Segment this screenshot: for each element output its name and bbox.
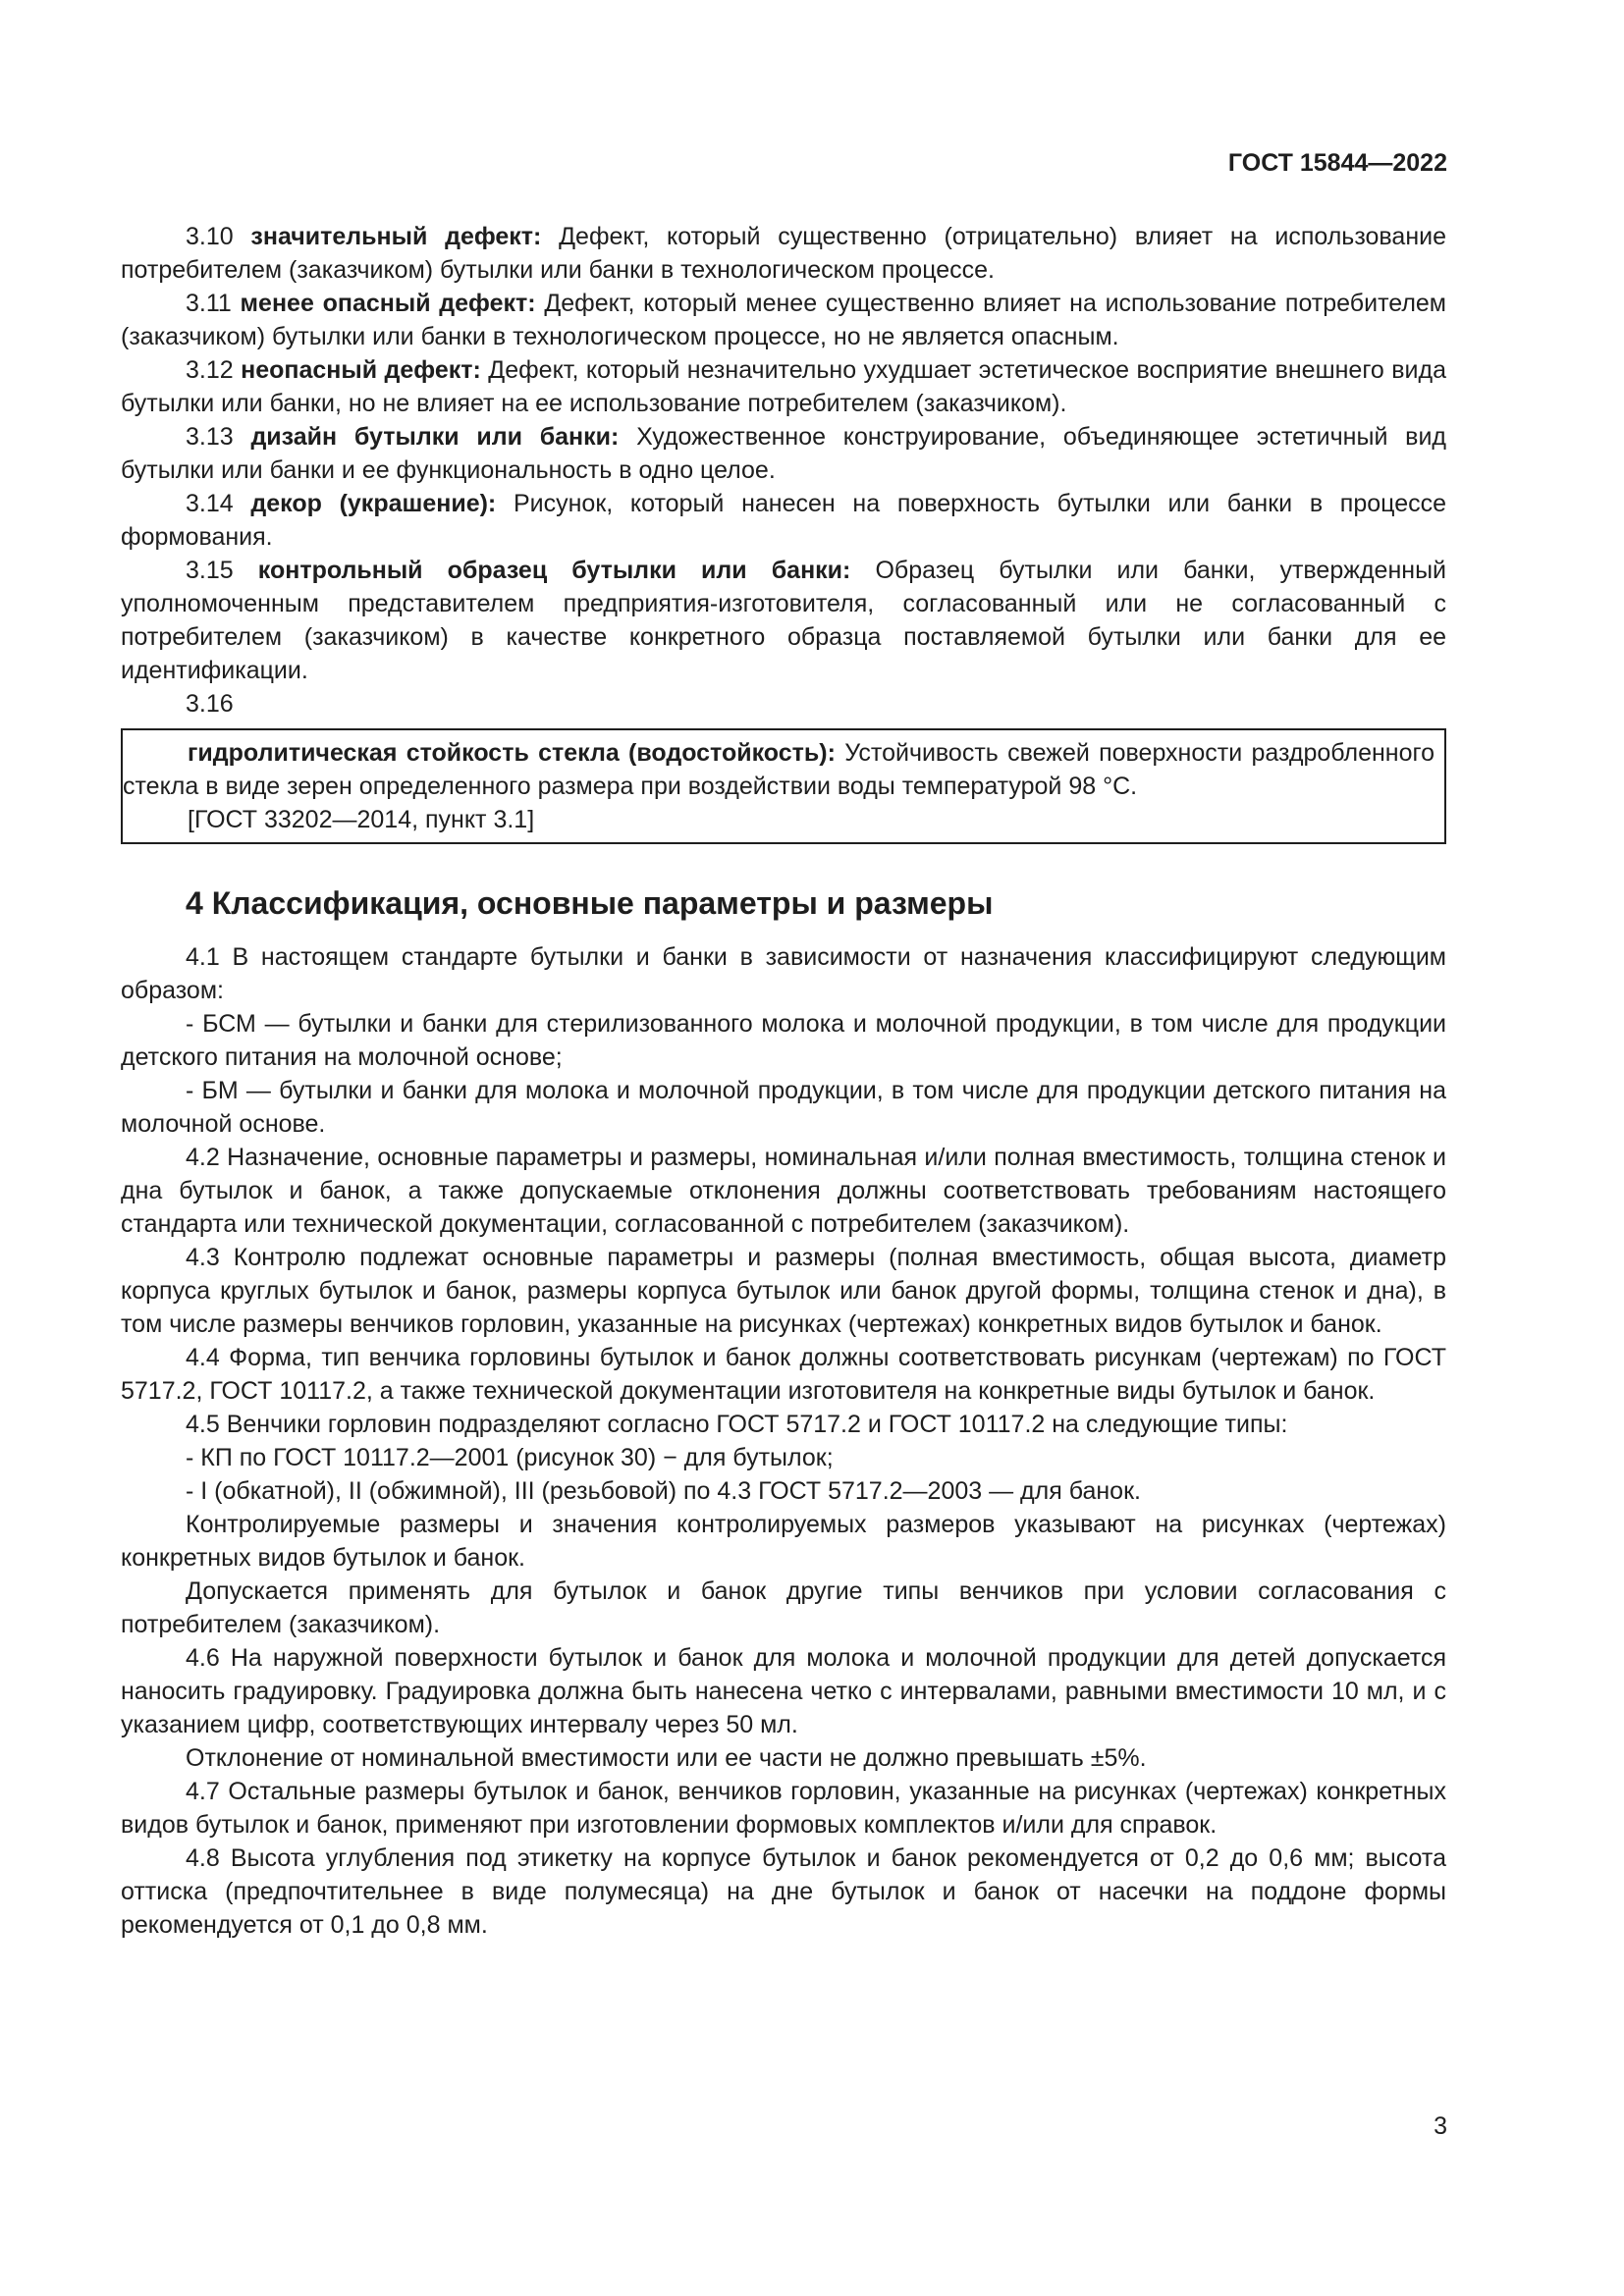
paragraph-4-4: 4.4 Форма, тип венчика горловины бутылок и банок должны соответствовать рисункам (чертежам) по ГОСТ 5717.2, ГОСТ 10117.2, а также технической документации изготовителя на конкретные виды бутылок и банок.	[121, 1344, 1446, 1405]
paragraph-4-3: 4.3 Контролю подлежат основные параметры и размеры (полная вместимость, общая высота, диаметр корпуса круглых бутылок и банок, размеры корпуса бутылок или банок другой формы, толщина стенок и дна), в том числе размеры венчиков горловин, указанные на рисунках (чертежах) конкретных видов бутылок и банок.	[121, 1244, 1446, 1338]
page-number: 3	[1434, 2112, 1447, 2140]
paragraph-4-5: 4.5 Венчики горловин подразделяют согласно ГОСТ 5717.2 и ГОСТ 10117.2 на следующие типы:	[186, 1411, 1288, 1438]
section-4-heading: 4 Классификация, основные параметры и размеры	[186, 885, 994, 921]
term-3-14: 3.14 декор (украшение): Рисунок, который нанесен на поверхность бутылки или банки в процессе формования.	[121, 490, 1446, 551]
paragraph-other-types: Допускается применять для бутылок и банок другие типы венчиков при условии согласования с потребителем (заказчиком).	[121, 1577, 1446, 1638]
paragraph-4-1: 4.1 В настоящем стандарте бутылки и банки в зависимости от назначения классифицируют следующим образом:	[121, 943, 1446, 1004]
paragraph-4-2: 4.2 Назначение, основные параметры и размеры, номинальная и/или полная вместимость, толщина стенок и дна бутылок и банок, а также допускаемые отклонения должны соответствовать требованиям настоящего стандарта или технической документации, согласованной с потребителем (заказчиком).	[121, 1144, 1446, 1238]
term-3-16-definition: гидролитическая стойкость стекла (водостойкость): Устойчивость свежей поверхности раздробленного стекла в виде зерен определенного размера при воздействии воды температурой 98 °С.	[123, 739, 1435, 800]
term-3-16-box	[121, 728, 1446, 844]
list-item-jar-types: - I (обкатной), II (обжимной), III (резьбовой) по 4.3 ГОСТ 5717.2—2003 — для банок.	[186, 1477, 1141, 1505]
term-3-15: 3.15 контрольный образец бутылки или банки: Образец бутылки или банки, утвержденный уполномоченным представителем предприятия-изготовителя, согласованный или не согласованный с потребителем (заказчиком) в качестве конкретного образца поставляемой бутылки или банки для ее идентификации.	[121, 557, 1446, 684]
list-item-bsm: - БСМ — бутылки и банки для стерилизованного молока и молочной продукции, в том числе для продукции детского питания на молочной основе;	[121, 1010, 1446, 1071]
paragraph-4-6: 4.6 На наружной поверхности бутылок и банок для молока и молочной продукции для детей допускается наносить градуировку. Градуировка должна быть нанесена четко с интервалами, равными вместимости 10 мл, и с указанием цифр, соответствующих интервалу через 50 мл.	[121, 1644, 1446, 1738]
term-3-10: 3.10 значительный дефект: Дефект, который существенно (отрицательно) влияет на использование потребителем (заказчиком) бутылки или банки в технологическом процессе.	[121, 223, 1446, 284]
term-3-11: 3.11 менее опасный дефект: Дефект, который менее существенно влияет на использование потребителем (заказчиком) бутылки или банки в технологическом процессе, но не является опасным.	[121, 290, 1446, 350]
term-3-13: 3.13 дизайн бутылки или банки: Художественное конструирование, объединяющее эстетичный вид бутылки или банки и ее функциональность в одно целое.	[121, 423, 1446, 484]
list-item-bm: - БМ — бутылки и банки для молока и молочной продукции, в том числе для продукции детского питания на молочной основе.	[121, 1077, 1446, 1138]
term-3-12: 3.12 неопасный дефект: Дефект, который незначительно ухудшает эстетическое восприятие внешнего вида бутылки или банки, но не влияет на ее использование потребителем (заказчиком).	[121, 356, 1446, 417]
term-3-16-number: 3.16	[186, 690, 234, 718]
standard-designation: ГОСТ 15844—2022	[1227, 149, 1447, 177]
paragraph-controlled-sizes: Контролируемые размеры и значения контролируемых размеров указывают на рисунках (чертежах) конкретных видов бутылок и банок.	[121, 1511, 1446, 1572]
paragraph-4-8: 4.8 Высота углубления под этикетку на корпусе бутылок и банок рекомендуется от 0,2 до 0,6 мм; высота оттиска (предпочтительнее в виде полумесяца) на дне бутылок и банок от насечки на поддоне формы рекомендуется от 0,1 до 0,8 мм.	[121, 1844, 1446, 1939]
paragraph-4-7: 4.7 Остальные размеры бутылок и банок, венчиков горловин, указанные на рисунках (чертежах) конкретных видов бутылок и банок, применяют при изготовлении формовых комплектов и/или для справок.	[121, 1778, 1446, 1839]
list-item-kp: - КП по ГОСТ 10117.2—2001 (рисунок 30) − для бутылок;	[186, 1444, 834, 1471]
term-3-16-reference: [ГОСТ 33202—2014, пункт 3.1]	[188, 806, 535, 833]
paragraph-deviation: Отклонение от номинальной вместимости или ее части не должно превышать ±5%.	[186, 1744, 1147, 1772]
page-content	[121, 220, 1446, 1942]
